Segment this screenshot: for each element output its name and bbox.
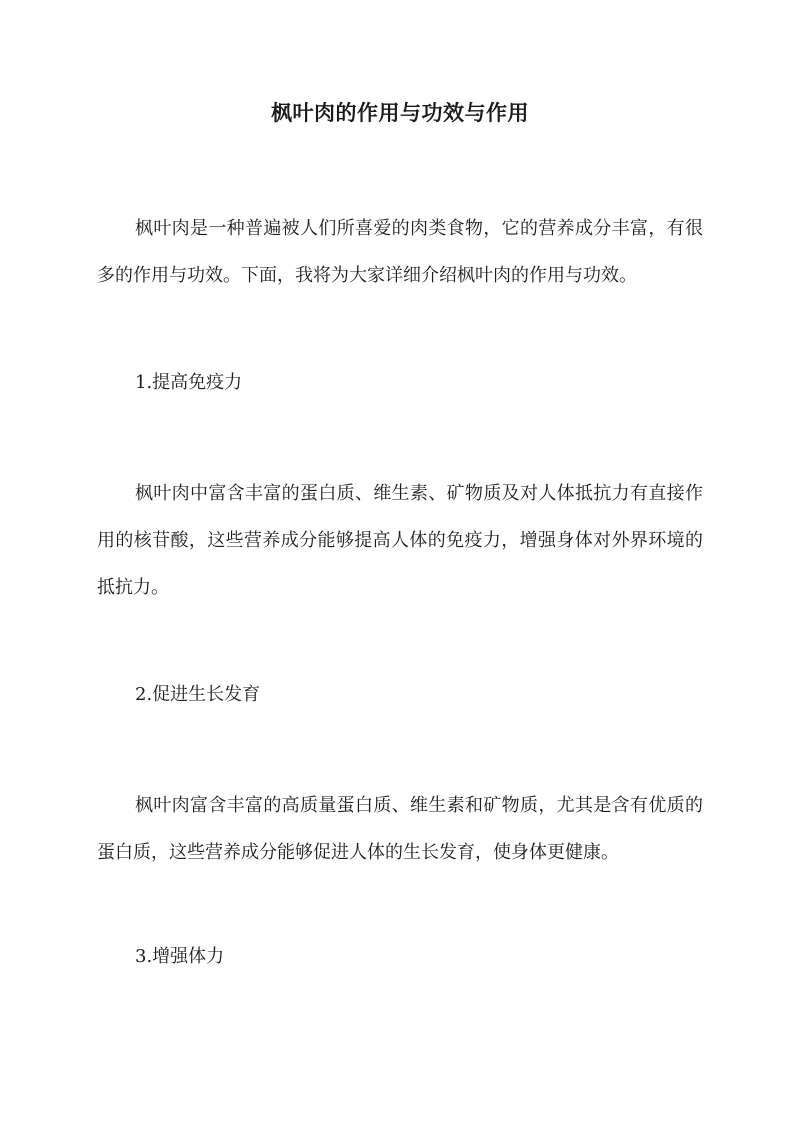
immunity-paragraph: 枫叶肉中富含丰富的蛋白质、维生素、矿物质及对人体抵抗力有直接作用的核苷酸，这些营养成分能够提高人体的免疫力，增强身体对外界环境的抵抗力。 xyxy=(97,483,703,598)
growth-paragraph: 枫叶肉富含丰富的高质量蛋白质、维生素和矿物质，尤其是含有优质的蛋白质，这些营养成分能够促进人体的生长发育，使身体更健康。 xyxy=(97,795,703,863)
section-heading-stamina: 3.增强体力 xyxy=(135,946,225,967)
section-heading-growth: 2.促进生长发育 xyxy=(135,684,261,705)
document-title: 枫叶肉的作用与功效与作用 xyxy=(271,100,529,125)
section-heading-immunity: 1.提高免疫力 xyxy=(135,372,243,393)
intro-paragraph: 枫叶肉是一种普遍被人们所喜爱的肉类食物，它的营养成分丰富，有很多的作用与功效。下面，我将为大家详细介绍枫叶肉的作用与功效。 xyxy=(97,218,703,286)
